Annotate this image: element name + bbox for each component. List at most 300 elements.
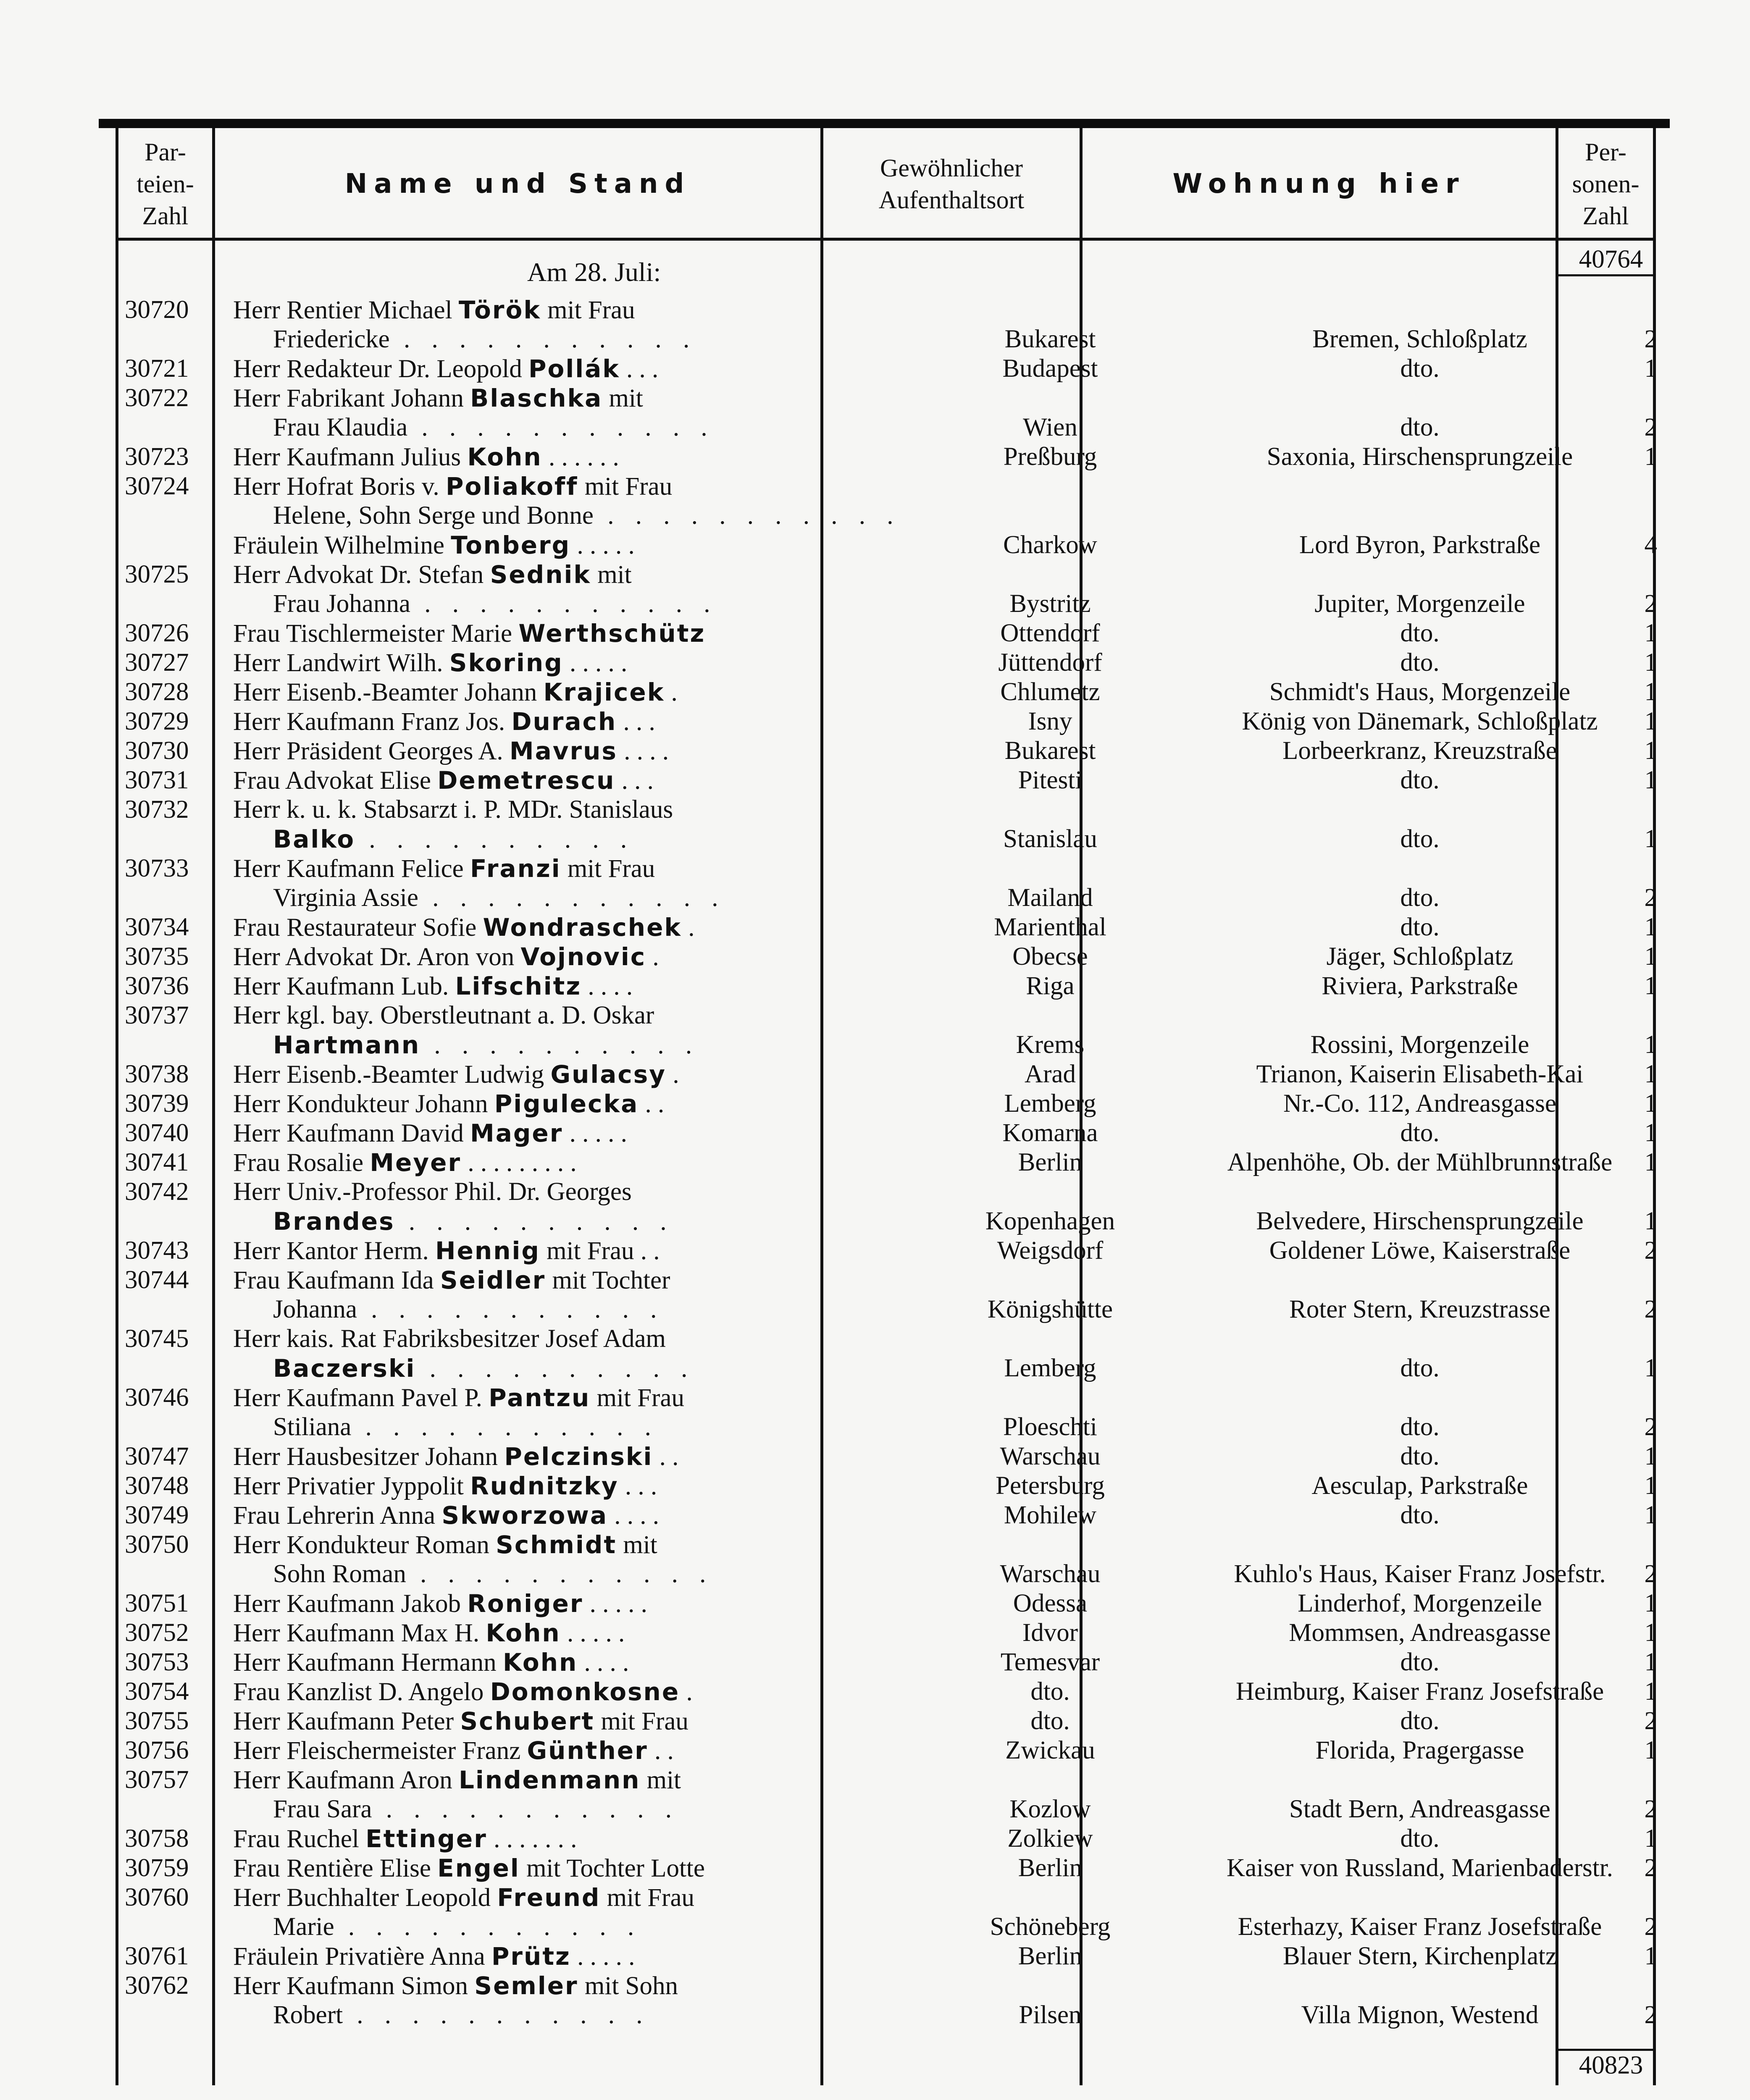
usual-residence: Obecse — [1012, 942, 1088, 971]
name-suffix: . — [680, 1678, 693, 1706]
name-suffix: . . . . — [617, 737, 669, 765]
person-count: 1 — [1644, 1472, 1657, 1500]
usual-residence: dto. — [1030, 1677, 1070, 1706]
surname: Hennig — [435, 1236, 540, 1265]
name-prefix: Herr Kaufmann Lub. — [233, 972, 455, 1000]
usual-residence: Ottendorf — [1000, 619, 1100, 647]
party-number: 30752 — [125, 1619, 189, 1647]
entry-name — [233, 1677, 914, 1707]
name-prefix: Frau Kaufmann Ida — [233, 1266, 440, 1294]
surname: Schubert — [460, 1707, 595, 1735]
entry-name — [233, 1383, 914, 1413]
name-continuation: Frau Johanna — [273, 590, 410, 618]
entry-name — [233, 677, 914, 707]
leader-dots: . . . . . — [570, 531, 635, 559]
top-rule — [99, 119, 1670, 128]
name-prefix: Frau Advokat Elise — [233, 766, 438, 795]
party-number: 30724 — [125, 472, 189, 500]
person-count: 1 — [1644, 443, 1657, 471]
party-number: 30742 — [125, 1178, 189, 1206]
person-count: 1 — [1644, 678, 1657, 706]
entry-name — [233, 1824, 914, 1854]
residence-here: Lord Byron, Parkstraße — [1299, 531, 1541, 559]
residence-here: Alpenhöhe, Ob. der Mühlbrunnstraße — [1227, 1148, 1613, 1176]
entry-name — [233, 1618, 914, 1648]
entry-name — [233, 1971, 914, 2001]
residence-here: dto. — [1400, 1501, 1440, 1529]
leader-dots: . . . . . . . . . . . — [351, 1413, 659, 1441]
entry-name — [233, 854, 914, 884]
party-number: 30725 — [125, 560, 189, 588]
party-number: 30720 — [125, 296, 189, 324]
name-continuation: Friedericke — [273, 325, 390, 353]
party-number: 30759 — [125, 1854, 189, 1882]
person-count: 1 — [1644, 354, 1657, 383]
usual-residence: Riga — [1026, 972, 1075, 1000]
person-count: 1 — [1644, 1736, 1657, 1764]
surname: Mager — [470, 1119, 563, 1147]
name-prefix: Herr Univ.-Professor Phil. Dr. Georges — [233, 1178, 632, 1206]
party-number: 30748 — [125, 1472, 189, 1500]
name-suffix: . . — [639, 1090, 665, 1118]
name-prefix: Herr Kaufmann Jakob — [233, 1590, 468, 1618]
party-number: 30750 — [125, 1530, 189, 1559]
leader-dots: . . . . . . . . . . . — [418, 884, 726, 912]
person-count: 1 — [1644, 1942, 1657, 1970]
person-count: 1 — [1644, 766, 1657, 794]
person-count: 1 — [1644, 1619, 1657, 1647]
surname: Schmidt — [496, 1530, 617, 1559]
person-count: 2 — [1644, 1413, 1657, 1441]
name-suffix: . . . — [618, 1472, 657, 1500]
surname: Engel — [437, 1854, 520, 1882]
header-residence-here: Wohnung hier — [1172, 168, 1466, 200]
residence-here: dto. — [1400, 1119, 1440, 1147]
name-prefix: Herr Advokat Dr. Aron von — [233, 943, 521, 971]
party-number: 30747 — [125, 1442, 189, 1470]
name-continuation: Helene, Sohn Serge und Bonne — [273, 501, 594, 530]
residence-here: Jupiter, Morgenzeile — [1314, 590, 1525, 618]
name-prefix: Frau Lehrerin Anna — [233, 1502, 442, 1530]
entry-name-continued — [273, 501, 954, 530]
party-number: 30737 — [125, 1001, 189, 1029]
party-number: 30744 — [125, 1266, 189, 1294]
residence-here: dto. — [1400, 913, 1440, 941]
usual-residence: Bukarest — [1004, 325, 1096, 353]
person-count: 2 — [1644, 590, 1657, 618]
party-number: 30739 — [125, 1089, 189, 1118]
name-suffix: mit Tochter — [546, 1266, 670, 1294]
residence-here: Bremen, Schloßplatz — [1312, 325, 1527, 353]
usual-residence: Zwickau — [1005, 1736, 1095, 1764]
residence-here: Linderhof, Morgenzeile — [1298, 1589, 1542, 1617]
usual-residence: Berlin — [1018, 1148, 1083, 1176]
entry-name-continued — [273, 883, 954, 913]
usual-residence: Mailand — [1007, 884, 1093, 912]
person-count: 1 — [1644, 707, 1657, 735]
person-count: 1 — [1644, 648, 1657, 677]
party-number: 30726 — [125, 619, 189, 647]
residence-here: dto. — [1400, 354, 1440, 383]
surname: Freund — [497, 1883, 601, 1912]
entry-name — [233, 1765, 914, 1795]
name-continuation: Robert — [273, 2001, 343, 2029]
entry-name-continued — [273, 1795, 954, 1824]
usual-residence: Komarna — [1002, 1119, 1098, 1147]
entry-name — [233, 1236, 914, 1266]
residence-here: dto. — [1400, 619, 1440, 647]
name-suffix: mit Frau — [594, 1707, 688, 1735]
name-prefix: Frau Tischlermeister Marie — [233, 620, 519, 648]
surname: Poliakoff — [445, 472, 578, 501]
name-prefix: Herr Kaufmann Felice — [233, 855, 470, 883]
party-number: 30727 — [125, 648, 189, 677]
party-number: 30755 — [125, 1707, 189, 1735]
surname: Pelczinski — [504, 1442, 653, 1471]
name-prefix: Herr k. u. k. Stabsarzt i. P. MDr. Stanislaus — [233, 795, 673, 824]
entry-name — [233, 1118, 914, 1148]
party-number: 30753 — [125, 1648, 189, 1676]
header-name-and-status: Name und Stand — [344, 168, 691, 200]
residence-here: Nr.-Co. 112, Andreasgasse — [1283, 1089, 1556, 1118]
person-count: 2 — [1644, 884, 1657, 912]
entry-name — [233, 971, 914, 1001]
entry-name-continued — [273, 1207, 954, 1236]
name-continuation: Sohn Roman — [273, 1560, 406, 1588]
name-suffix: . . . — [617, 708, 655, 736]
party-number: 30735 — [125, 942, 189, 971]
usual-residence: dto. — [1030, 1707, 1070, 1735]
usual-residence: Schöneberg — [990, 1913, 1111, 1941]
person-count: 1 — [1644, 972, 1657, 1000]
person-count: 1 — [1644, 1089, 1657, 1118]
entry-name — [233, 1089, 914, 1119]
entry-name — [233, 766, 914, 795]
surname: Hartmann — [273, 1031, 420, 1059]
name-prefix: Herr Präsident Georges A. — [233, 737, 510, 765]
name-prefix: Herr Privatier Jyppolit — [233, 1472, 470, 1500]
party-number: 30730 — [125, 737, 189, 765]
name-continuation: Johanna — [273, 1295, 357, 1323]
entry-name-continued — [273, 1354, 954, 1383]
header-persons: Per- sonen- Zahl — [1572, 138, 1640, 230]
person-count: 1 — [1644, 619, 1657, 647]
register-page — [99, 119, 1670, 2093]
entry-name — [233, 795, 914, 824]
residence-here: Belvedere, Hirschensprungzeile — [1256, 1207, 1584, 1235]
residence-here: dto. — [1400, 1648, 1440, 1676]
residence-here: dto. — [1400, 648, 1440, 677]
usual-residence: Charkow — [1003, 531, 1097, 559]
header-rule — [116, 238, 1656, 241]
party-number: 30728 — [125, 678, 189, 706]
usual-residence: Pilsen — [1019, 2001, 1082, 2029]
name-prefix: Herr Kondukteur Roman — [233, 1531, 496, 1559]
usual-residence: Temesvar — [1000, 1648, 1100, 1676]
entry-name — [233, 1942, 914, 1971]
usual-residence: Petersburg — [996, 1472, 1105, 1500]
leader-dots: . . . . . . . . . . . — [357, 1295, 665, 1323]
name-suffix: mit Frau — [561, 855, 655, 883]
person-count: 2 — [1644, 413, 1657, 441]
person-count: 1 — [1644, 1677, 1657, 1706]
person-count: 1 — [1644, 1148, 1657, 1176]
name-suffix: . . — [653, 1443, 679, 1471]
name-suffix: . — [665, 678, 678, 706]
residence-here: Riviera, Parkstraße — [1322, 972, 1518, 1000]
usual-residence: Pitesti — [1018, 766, 1083, 794]
name-suffix: mit Tochter Lotte — [520, 1854, 705, 1882]
name-suffix: . . — [648, 1737, 674, 1765]
surname: Kohn — [486, 1619, 561, 1647]
surname: Skworzowa — [441, 1501, 608, 1530]
party-number: 30758 — [125, 1824, 189, 1853]
person-count: 1 — [1644, 1354, 1657, 1382]
person-count: 2 — [1644, 1913, 1657, 1941]
party-number: 30721 — [125, 354, 189, 383]
entry-name-continued — [273, 1030, 954, 1060]
entry-name — [233, 1177, 914, 1207]
name-prefix: Frau Kanzlist D. Angelo — [233, 1678, 490, 1706]
surname: Franzi — [470, 854, 561, 883]
person-count: 1 — [1644, 1648, 1657, 1676]
name-continuation: Virginia Assie — [273, 884, 418, 912]
entry-name-continued — [273, 589, 954, 619]
name-prefix: Herr Eisenb.-Beamter Ludwig — [233, 1060, 551, 1089]
entry-name — [233, 1706, 914, 1736]
residence-here: Aesculap, Parkstraße — [1311, 1472, 1528, 1500]
name-prefix: Herr Kaufmann Hermann — [233, 1648, 503, 1677]
usual-residence: Berlin — [1018, 1942, 1083, 1970]
entry-name — [233, 1060, 914, 1089]
name-suffix: . . . . — [581, 972, 633, 1000]
usual-residence: Isny — [1028, 707, 1072, 735]
name-suffix: mit Sohn — [578, 1972, 678, 2000]
name-suffix: mit Frau — [600, 1884, 695, 1912]
date-heading: Am 28. Juli: — [527, 257, 661, 287]
entry-name — [233, 1324, 914, 1354]
leader-dots: . . . . . . . . . . . — [389, 325, 697, 353]
name-prefix: Herr Hofrat Boris v. — [233, 472, 446, 501]
name-continuation: Marie — [273, 1913, 334, 1941]
name-suffix: mit — [591, 561, 632, 589]
person-count: 2 — [1644, 1795, 1657, 1823]
entry-name — [233, 1736, 914, 1766]
residence-here: dto. — [1400, 1442, 1440, 1470]
name-suffix: . . . . . . — [542, 443, 619, 471]
entry-name — [233, 1589, 914, 1619]
party-number: 30756 — [125, 1736, 189, 1764]
residence-here: Villa Mignon, Westend — [1301, 2001, 1539, 2029]
name-prefix: Herr Kaufmann Pavel P. — [233, 1384, 489, 1412]
entry-name-continued — [273, 1912, 954, 1942]
person-count: 1 — [1644, 1589, 1657, 1617]
surname: Blaschka — [470, 384, 603, 412]
residence-here: Esterhazy, Kaiser Franz Josefstraße — [1238, 1913, 1602, 1941]
header-usual-residence: Gewöhnlicher Aufenthaltsort — [878, 154, 1025, 214]
name-prefix: Herr Kaufmann Max H. — [233, 1619, 486, 1647]
entry-name — [233, 1530, 914, 1560]
residence-here: Kuhlo's Haus, Kaiser Franz Josefstr. — [1234, 1560, 1606, 1588]
party-number: 30761 — [125, 1942, 189, 1970]
total-carried-out: 40823 — [1579, 2051, 1643, 2079]
entry-name-continued — [273, 325, 954, 354]
entry-name — [233, 1501, 914, 1530]
leader-dots: . . . . . . . . . . — [355, 825, 635, 853]
entry-name-continued — [273, 1559, 954, 1589]
leader-dots: . . . . . . . . . . . — [410, 590, 718, 618]
surname: Mavrus — [509, 737, 617, 765]
name-prefix: Herr Fleischermeister Franz — [233, 1737, 527, 1765]
entry-name — [233, 472, 914, 501]
usual-residence: Kopenhagen — [985, 1207, 1115, 1235]
party-number: 30723 — [125, 443, 189, 471]
entry-name — [233, 1442, 914, 1472]
entry-name — [233, 1148, 914, 1178]
surname: Günther — [527, 1736, 648, 1765]
entry-name — [233, 295, 914, 325]
residence-here: dto. — [1400, 884, 1440, 912]
entry-name-continued — [273, 824, 954, 854]
name-continuation: Frau Klaudia — [273, 413, 408, 441]
leader-dots: . . . . . . . . . . — [415, 1354, 695, 1383]
party-number: 30734 — [125, 913, 189, 941]
party-number: 30736 — [125, 972, 189, 1000]
name-suffix: . . . . . — [570, 1942, 635, 1971]
residence-here: Mommsen, Andreasgasse — [1289, 1619, 1551, 1647]
usual-residence: Königshütte — [987, 1295, 1113, 1323]
usual-residence: Berlin — [1018, 1854, 1083, 1882]
entry-name — [233, 1853, 914, 1883]
surname: Rudnitzky — [470, 1472, 619, 1500]
leader-dots: . . . . . . . . . . . — [372, 1795, 679, 1823]
residence-here: dto. — [1400, 413, 1440, 441]
person-count: 2 — [1644, 1854, 1657, 1882]
surname: Brandes — [273, 1207, 395, 1236]
residence-here: Lorbeerkranz, Kreuzstraße — [1282, 737, 1557, 765]
name-continuation: Stiliana — [273, 1413, 352, 1441]
name-prefix: Herr Landwirt Wilh. — [233, 649, 449, 677]
usual-residence: Marienthal — [994, 913, 1106, 941]
name-suffix: mit Frau — [578, 472, 673, 501]
name-suffix: . . . . . . . . . — [461, 1149, 577, 1177]
leader-dots: . . . . . . . . . . . — [334, 1913, 642, 1941]
usual-residence: Ploeschti — [1003, 1413, 1097, 1441]
residence-here: Saxonia, Hirschensprungzeile — [1267, 443, 1573, 471]
surname: Baczerski — [273, 1354, 416, 1383]
total-carried-in: 40764 — [1579, 245, 1643, 273]
name-prefix: Herr Kondukteur Johann — [233, 1090, 494, 1118]
entry-name — [233, 619, 914, 648]
left-border — [116, 128, 118, 2085]
person-count: 1 — [1644, 1824, 1657, 1853]
party-number: 30751 — [125, 1589, 189, 1617]
residence-here: Kaiser von Russland, Marienbaderstr. — [1227, 1854, 1613, 1882]
party-number: 30741 — [125, 1148, 189, 1176]
person-count: 1 — [1644, 825, 1657, 853]
name-suffix: . . . . — [578, 1648, 629, 1677]
leader-dots: . . . . . . . . . . . — [593, 501, 901, 530]
surname: Prütz — [491, 1942, 571, 1971]
person-count: 1 — [1644, 1119, 1657, 1147]
entry-name — [233, 1265, 914, 1295]
usual-residence: Jüttendorf — [998, 648, 1102, 677]
name-prefix: Herr Kaufmann Franz Jos. — [233, 708, 512, 736]
residence-here: Heimburg, Kaiser Franz Josefstraße — [1235, 1677, 1604, 1706]
residence-here: dto. — [1400, 825, 1440, 853]
name-suffix: . . . . . — [563, 649, 628, 677]
surname: Durach — [511, 707, 617, 736]
entry-name — [233, 648, 914, 678]
surname: Semler — [474, 1971, 578, 2000]
entry-name-continued — [233, 530, 914, 560]
name-prefix: Herr Kaufmann Peter — [233, 1707, 460, 1735]
name-suffix: . — [682, 914, 695, 942]
name-suffix: mit — [640, 1766, 681, 1794]
name-prefix: Herr Hausbesitzer Johann — [233, 1443, 505, 1471]
residence-here: Rossini, Morgenzeile — [1310, 1031, 1529, 1059]
party-number: 30760 — [125, 1883, 189, 1911]
residence-here: Goldener Löwe, Kaiserstraße — [1269, 1236, 1571, 1265]
residence-here: dto. — [1400, 1707, 1440, 1735]
name-suffix: . . . . . — [563, 1119, 627, 1147]
entry-name — [233, 560, 914, 590]
residence-here: dto. — [1400, 1824, 1440, 1853]
person-count: 1 — [1644, 737, 1657, 765]
person-count: 2 — [1644, 1707, 1657, 1735]
entry-name — [233, 1001, 914, 1030]
residence-here: Stadt Bern, Andreasgasse — [1289, 1795, 1550, 1823]
name-prefix: Herr Kaufmann David — [233, 1119, 470, 1147]
party-number: 30745 — [125, 1325, 189, 1353]
person-count: 2 — [1644, 1560, 1657, 1588]
usual-residence: Lemberg — [1004, 1089, 1096, 1118]
name-prefix: Herr Rentier Michael — [233, 296, 459, 324]
person-count: 2 — [1644, 325, 1657, 353]
usual-residence: Bukarest — [1004, 737, 1096, 765]
name-prefix: Frau Rentière Elise — [233, 1854, 438, 1882]
name-suffix: mit Frau — [590, 1384, 684, 1412]
surname: Demetrescu — [437, 766, 615, 795]
entry-name — [233, 913, 914, 942]
surname: Török — [458, 296, 541, 324]
usual-residence: Arad — [1025, 1060, 1076, 1088]
entry-name — [233, 942, 914, 972]
surname: Seidler — [440, 1266, 546, 1294]
party-number: 30722 — [125, 384, 189, 412]
usual-residence: Preßburg — [1003, 443, 1097, 471]
surname: Skoring — [449, 648, 563, 677]
surname: Balko — [273, 825, 355, 853]
name-prefix: Herr kgl. bay. Oberstleutnant a. D. Oskar — [233, 1001, 654, 1029]
name-suffix: mit — [617, 1531, 657, 1559]
name-prefix: Frau Rosalie — [233, 1149, 370, 1177]
name-suffix: . . . . . . . — [487, 1825, 577, 1853]
usual-residence: Chlumetz — [1000, 678, 1100, 706]
residence-here: Trianon, Kaiserin Elisabeth-Kai — [1256, 1060, 1584, 1088]
surname: Pollák — [528, 354, 620, 383]
residence-here: Roter Stern, Kreuzstrasse — [1289, 1295, 1550, 1323]
party-number: 30731 — [125, 766, 189, 794]
party-number: 30740 — [125, 1119, 189, 1147]
party-number: 30762 — [125, 1971, 189, 2000]
entry-name — [233, 1883, 914, 1913]
name-suffix: mit Frau — [541, 296, 635, 324]
usual-residence: Stanislau — [1003, 825, 1097, 853]
surname: Kohn — [467, 443, 542, 471]
name-prefix: Herr Kaufmann Julius — [233, 443, 468, 471]
person-count: 4 — [1644, 531, 1657, 559]
